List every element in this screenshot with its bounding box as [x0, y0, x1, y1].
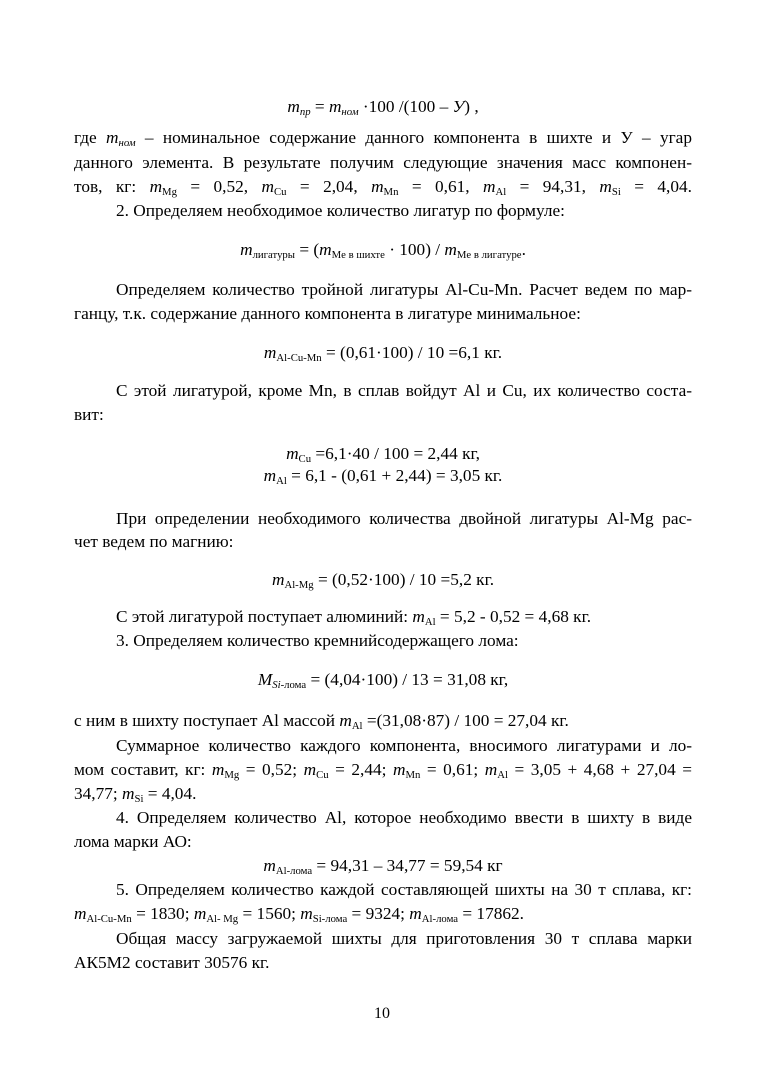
paragraph-line: где $m_{ном}$ – номинальное содержание данного компонента в шихте и У – угар: [74, 128, 692, 150]
paragraph-line: лома марки АО:: [74, 832, 192, 851]
paragraph-line: с ним в шихту поступает Al массой $m_{Al} =(31,08\cdot 87) / 100 = 27,04$ кг.: [74, 711, 569, 733]
paragraph-line: $m_{Al-Cu-Mn} = 1830$; $m_{Al- Mg} = 1560$; $m_{Si-лома} = 9324$; $m_{Al-лома} = 17862$.: [74, 904, 524, 926]
page-number: 10: [374, 1005, 390, 1022]
paragraph-line: При определении необходимого количества двойной лигатуры Al-Mg рас-: [116, 509, 692, 528]
formula-al-scrap: $m_{Al-лома} = 94,31 - 34,77 = 59,54$ кг: [263, 856, 503, 878]
paragraph-line: АК5М2 составит 30576 кг.: [74, 953, 270, 972]
paragraph-line: 34,77; $m_{Si} = 4,04$.: [74, 784, 197, 806]
paragraph-line: С этой лигатурой, кроме Mn, в сплав войдут Al и Cu, их количество соста-: [116, 381, 692, 400]
paragraph-line: мом составит, кг: $m_{Mg} = 0,52$; $m_{Cu} = 2,44$; $m_{Mn} = 0,61$; $m_{Al} = 3,05 + 4,68 + 27,04$ =: [74, 760, 692, 782]
step-heading: 4. Определяем количество Al, которое необходимо ввести в шихту в виде: [116, 808, 692, 827]
formula-si-scrap: $M_{Si-лома} = (4,04\cdot 100) / 13 = 31,08$ кг,: [257, 670, 509, 692]
formula-al: $m_{Al} = 6,1 - (0,61 + 2,44) = 3,05$ кг.: [263, 466, 503, 488]
paragraph-line: Определяем количество тройной лигатуры Al-Cu-Mn. Расчет ведем по мар-: [116, 280, 692, 299]
step-heading: 3. Определяем количество кремнийсодержащего лома:: [116, 631, 519, 650]
paragraph-line: чет ведем по магнию:: [74, 532, 234, 551]
paragraph-line: Общая массу загружаемой шихты для приготовления 30 т сплава марки: [116, 929, 692, 948]
paragraph-line: Суммарное количество каждого компонента, вносимого лигатурами и ло-: [116, 736, 692, 755]
paragraph-line: вит:: [74, 405, 104, 424]
paragraph-line: тов, кг: $m_{Mg} = 0,52$, $m_{Cu} = 2,04$, $m_{Mn} = 0,61$, $m_{Al} = 94,31$, $m_{Si} = 4,04$.: [74, 177, 692, 199]
formula-mass-with-loss: $m_{пр} = m_{ном} \cdot 100$ /(100 – У) ,: [287, 97, 479, 119]
paragraph-line: данного элемента. В результате получим следующие значения масс компонен-: [74, 153, 692, 172]
formula-cu: $m_{Cu} =6,1\cdot 40 / 100 = 2,44$ кг,: [286, 444, 480, 466]
formula-ligature: $m_{лигатуры} = (m_{Me в шихте} \cdot 100) / m_{Me в лигатуре}$.: [240, 240, 526, 262]
formula-al-mg: $m_{Al-Mg} = (0,52\cdot 100) / 10 =5,2$ кг.: [271, 570, 495, 592]
step-heading: 2. Определяем необходимое количество лигатур по формуле:: [116, 201, 565, 220]
step-heading: 5. Определяем количество каждой составляющей шихты на 30 т сплава, кг:: [116, 880, 692, 899]
formula-al-cu-mn: $m_{Al-Cu-Mn} = (0,61\cdot 100) / 10 =6,1$ кг.: [263, 343, 503, 365]
paragraph-line: ганцу, т.к. содержание данного компонента в лигатуре минимальное:: [74, 304, 581, 323]
paragraph-line: С этой лигатурой поступает алюминий: $m_{Al} = 5,2 - 0,52 = 4,68$ кг.: [116, 607, 592, 629]
